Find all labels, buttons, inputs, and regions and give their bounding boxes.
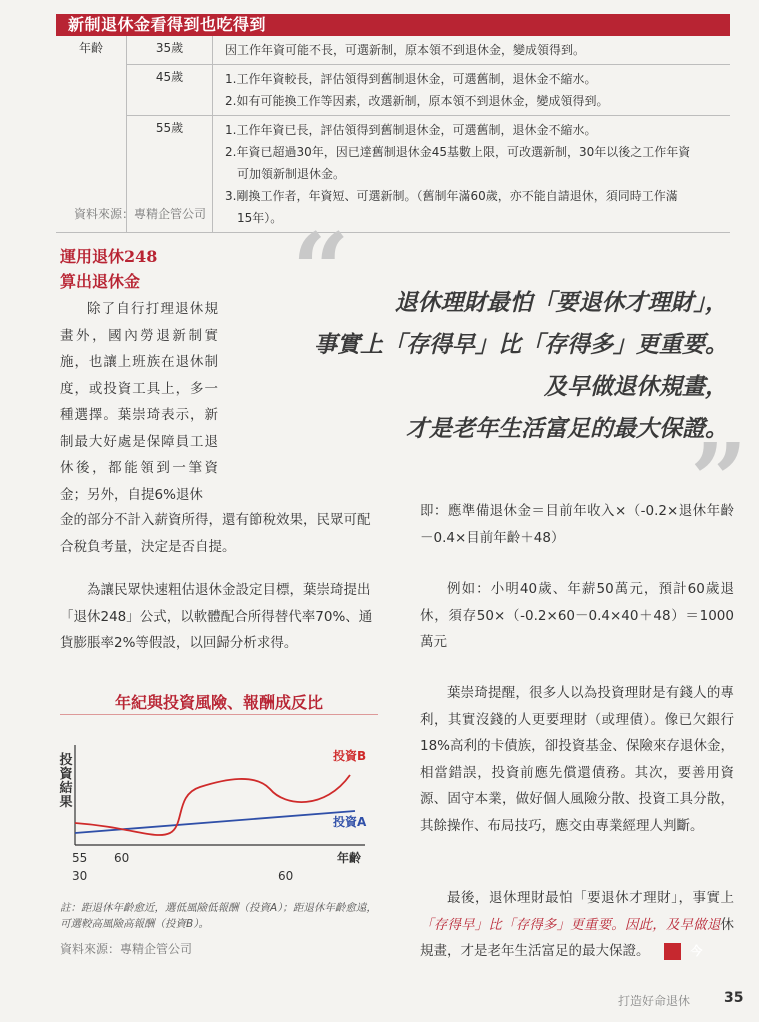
note-cell xyxy=(213,116,731,233)
legend-b-label: 投資B xyxy=(333,749,367,763)
chart-note: 註：距退休年齡愈近，選低風險低報酬（投資A）；距退休年齡愈遠，可選較高風險高報酬（投資B）。 xyxy=(60,902,377,930)
age-header: 年齡 xyxy=(56,36,127,233)
table-source: 資料來源：專精企管公司 xyxy=(74,207,207,221)
age-cell: 45歲 xyxy=(127,65,213,116)
x-tick-30: 30 xyxy=(72,869,88,883)
x-tick-60b: 60 xyxy=(278,869,294,883)
note-cell xyxy=(213,36,731,65)
paragraph-2: 為讓民眾快速粗估退休金設定目標，葉崇琦提出「退休248」公式，以軟體配合所得替代率70%、通貨膨脹率2%等假設，以回歸分析求得。 xyxy=(60,582,373,651)
right-paragraph-conclusion xyxy=(420,885,734,965)
legend-a-label: 投資A xyxy=(333,815,367,829)
right-paragraph-example: 例如：小明40歲、年薪50萬元，預計60歲退休，須存50×（-0.2×60－0.4×40＋48）＝1000萬元 xyxy=(420,581,734,650)
conclusion-highlight: 「存得早」比「存得多」更重要。因此，及早做退 xyxy=(420,916,721,933)
paragraph-1-narrow: 除了自行打理退休規畫外，國內勞退新制實施，也讓上班族在退休制度，或投資工具上，多一種選擇。葉崇琦表示，新制最大好處是保障員工退休後，都能領到一筆資金；另外，自提6%退休 xyxy=(60,301,218,503)
note-line: 2.年資已超過30年，因已達舊制退休金45基數上限，可改選新制，30年以後之工作年資 xyxy=(225,145,691,159)
end-mark-icon: 今 xyxy=(664,943,681,960)
quote-open-mark: “ xyxy=(292,211,350,329)
table-row xyxy=(56,65,730,116)
note-line: 2.如有可能換工作等因素，改選新制，原本領不到退休金，變成領得到。 xyxy=(225,94,609,108)
conclusion-normal: 最後，退休理財最怕「要退休才理財」，事實上 xyxy=(447,890,734,906)
age-cell: 35歲 xyxy=(127,36,213,65)
right-paragraph-advice: 葉崇琦提醒，很多人以為投資理財是有錢人的專利，其實沒錢的人更要理財（或理債）。像已欠銀行18%高利的卡債族，卻投資基金、保險來存退休金，相當錯誤，投資前應先償還債務。其次，要善用資源、固守本業，做好個人風險分散、投資工具分散，其餘操作、布局技巧，應交由專業經理人判斷。 xyxy=(420,685,734,834)
note-line: 3.剛換工作者，年資短、可選新制。（舊制年滿60歲，亦不能自請退休，須同時工作滿 xyxy=(225,189,678,203)
quote-line-3: 及早做退休規畫， xyxy=(544,373,728,400)
note-line: 1.工作年資較長，評估領得到舊制退休金，可選舊制，退休金不縮水。 xyxy=(225,72,597,86)
chart-y-label: 投資結果 xyxy=(59,753,73,810)
series-line-b xyxy=(75,775,350,835)
page-number: 35 xyxy=(724,990,744,1006)
conclusion-end: 休規畫，才是老年生活富足的最大保證。 xyxy=(420,916,734,959)
quote-line-4: 才是老年生活富足的最大保證。 xyxy=(406,415,728,442)
heading-line-2: 算出退休金 xyxy=(60,272,141,291)
table-title: 新制退休金看得到也吃得到 xyxy=(68,15,267,34)
chart-source: 資料來源：專精企管公司 xyxy=(60,942,193,956)
quote-close-mark: ” xyxy=(690,421,748,539)
x-axis-label: 年齡 xyxy=(337,851,362,865)
retirement-table xyxy=(56,36,730,233)
chart-svg xyxy=(60,715,380,895)
note-cell xyxy=(213,65,731,116)
section-heading xyxy=(60,244,157,294)
note-line: 15年）。 xyxy=(237,211,283,225)
pull-quote xyxy=(240,282,728,450)
age-cell: 55歲 xyxy=(127,116,213,233)
note-line: 可加領新制退休金。 xyxy=(237,167,346,181)
footer-label: 打造好命退休 xyxy=(618,994,691,1008)
x-tick-60a: 60 xyxy=(114,851,130,865)
paragraph-1-wide: 金的部分不計入薪資所得，還有節稅效果，民眾可配合稅負考量，決定是否自提。 xyxy=(60,512,371,555)
note-line: 1.工作年資已長，評估領得到舊制退休金，可選舊制，退休金不縮水。 xyxy=(225,123,597,137)
quote-line-2: 事實上「存得早」比「存得多」更重要。 xyxy=(314,331,728,358)
series-line-a xyxy=(75,811,355,833)
quote-line-1: 退休理財最怕「要退休才理財」， xyxy=(394,289,728,316)
note-line: 因工作年資可能不長，可選新制，原本領不到退休金，變成領得到。 xyxy=(225,43,586,57)
chart-title: 年紀與投資風險、報酬成反比 xyxy=(114,693,323,712)
x-tick-55: 55 xyxy=(72,851,88,865)
table-row xyxy=(56,36,730,65)
heading-line-1: 運用退休248 xyxy=(60,247,158,266)
right-paragraph-formula: 即：應準備退休金＝目前年收入×（-0.2×退休年齡－0.4×目前年齡＋48） xyxy=(420,503,734,546)
